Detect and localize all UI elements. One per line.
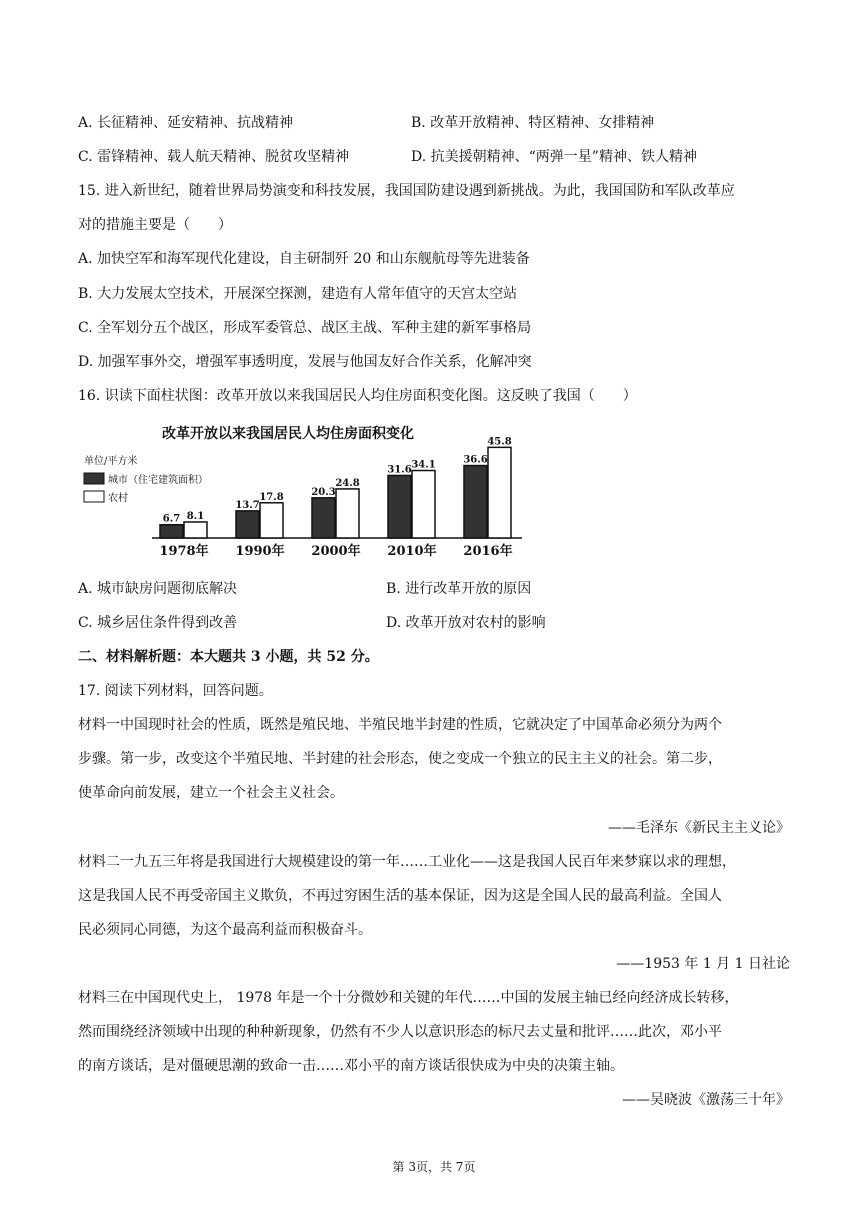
category-label-3: 2010年: [387, 544, 437, 559]
q17-material1-source: ——毛泽东《新民主主义论》: [608, 820, 790, 836]
q15-option-b: B. 大力发展太空技术，开展深空探测，建造有人常年值守的天宫太空站: [78, 286, 518, 302]
q15-option-d: D. 加强军事外交，增强军事透明度，发展与他国友好合作关系，化解冲突: [78, 354, 532, 370]
data-label-rural-4: 45.8: [487, 436, 512, 448]
data-label-rural-1: 17.8: [259, 491, 284, 503]
chart-unit-label: 单位/平方米: [84, 456, 138, 467]
q14-option-d: D. 抗美援朝精神、“两弹一星”精神、铁人精神: [411, 149, 697, 165]
bar-urban-0: [160, 525, 183, 538]
q17-material1-line1: 材料一中国现时社会的性质，既然是殖民地、半殖民地半封建的性质，它就决定了中国革命必须分为两个: [78, 717, 722, 733]
q15-stem-line2: 对的措施主要是（ ）: [78, 217, 232, 233]
legend-swatch-rural: [84, 491, 104, 502]
q17-material2-line2: 这是我国人民不再受帝国主义欺负，不再过穷困生活的基本保证，因为这是全国人民的最高利益。全国人: [78, 888, 722, 904]
q14-option-a: A. 长征精神、延安精神、抗战精神: [78, 115, 294, 131]
housing-area-bar-chart: [78, 416, 526, 562]
q15-stem-line1: 15. 进入新世纪，随着世界局势演变和科技发展，我国国防建设遇到新挑战。为此，我国国防和军队改革应: [78, 183, 735, 199]
bar-rural-3: [412, 471, 435, 538]
q14-option-c: C. 雷锋精神、载人航天精神、脱贫攻坚精神: [78, 149, 350, 165]
q17-material2-line3: 民必须同心同德，为这个最高利益而积极奋斗。: [78, 922, 372, 938]
legend-label-rural: 农村: [108, 493, 128, 504]
q17-material2-line1: 材料二一九五三年将是我国进行大规模建设的第一年……工业化——这是我国人民百年来梦寐以求的理想，: [78, 854, 736, 870]
q14-option-b: B. 改革开放精神、特区精神、女排精神: [411, 115, 655, 131]
q17-material3-line2: 然而围绕经济领域中出现的种种新现象，仍然有不少人以意识形态的标尺去丈量和批评……此次，邓小平: [78, 1024, 722, 1040]
bar-urban-1: [236, 511, 259, 538]
q15-option-c: C. 全军划分五个战区，形成军委管总、战区主战、军种主建的新军事格局: [78, 320, 532, 336]
q17-material3-line1: 材料三在中国现代史上， 1978 年是一个十分微妙和关键的年代……中国的发展主轴已经向经济成长转移，: [78, 990, 739, 1006]
data-label-urban-0: 6.7: [162, 513, 181, 525]
q16-option-d: D. 改革开放对农村的影响: [386, 615, 546, 631]
data-label-rural-0: 8.1: [186, 510, 205, 522]
category-label-1: 1990年: [235, 544, 285, 559]
category-label-2: 2000年: [311, 544, 361, 559]
q16-option-a: A. 城市缺房问题彻底解决: [78, 581, 238, 597]
bar-rural-0: [184, 522, 207, 538]
q17-stem: 17. 阅读下列材料，回答问题。: [78, 683, 273, 699]
bar-urban-2: [312, 498, 335, 538]
bar-urban-4: [464, 466, 487, 538]
data-label-urban-1: 13.7: [235, 499, 260, 511]
chart-title: 改革开放以来我国居民人均住房面积变化: [162, 426, 414, 442]
page-footer: 第 3页，共 7页: [392, 1160, 476, 1174]
q16-stem: 16. 识读下面柱状图：改革开放以来我国居民人均住房面积变化图。这反映了我国（ ）: [78, 388, 637, 404]
data-label-urban-4: 36.6: [463, 454, 488, 466]
q17-material1-line3: 使革命向前发展，建立一个社会主义社会。: [78, 785, 344, 801]
bar-urban-3: [388, 475, 411, 538]
legend-swatch-urban: [84, 473, 104, 484]
data-label-rural-2: 24.8: [335, 477, 360, 489]
q17-material3-source: ——吴晓波《激荡三十年》: [622, 1092, 790, 1108]
q16-option-c: C. 城乡居住条件得到改善: [78, 615, 238, 631]
q16-option-b: B. 进行改革开放的原因: [386, 581, 532, 597]
bar-rural-2: [336, 489, 359, 538]
q17-material3-line3: 的南方谈话，是对僵硬思潮的致命一击……邓小平的南方谈话很快成为中央的决策主轴。: [78, 1058, 624, 1074]
category-label-0: 1978年: [159, 544, 209, 559]
q15-option-a: A. 加快空军和海军现代化建设，自主研制歼 20 和山东舰航母等先进装备: [78, 251, 530, 267]
legend-label-urban: 城市（住宅建筑面积）: [108, 475, 208, 486]
bar-rural-1: [260, 503, 283, 538]
q17-material2-source: ——1953 年 1 月 1 日社论: [616, 956, 790, 972]
q17-material1-line2: 步骤。第一步，改变这个半殖民地、半封建的社会形态，使之变成一个独立的民主主义的社会。第二步，: [78, 751, 722, 767]
data-label-rural-3: 34.1: [411, 459, 436, 471]
section2-heading: 二、材料解析题：本大题共 3 小题，共 52 分。: [78, 649, 379, 665]
data-label-urban-2: 20.3: [311, 486, 336, 498]
data-label-urban-3: 31.6: [387, 464, 412, 476]
bar-rural-4: [488, 447, 511, 538]
category-label-4: 2016年: [463, 544, 513, 559]
